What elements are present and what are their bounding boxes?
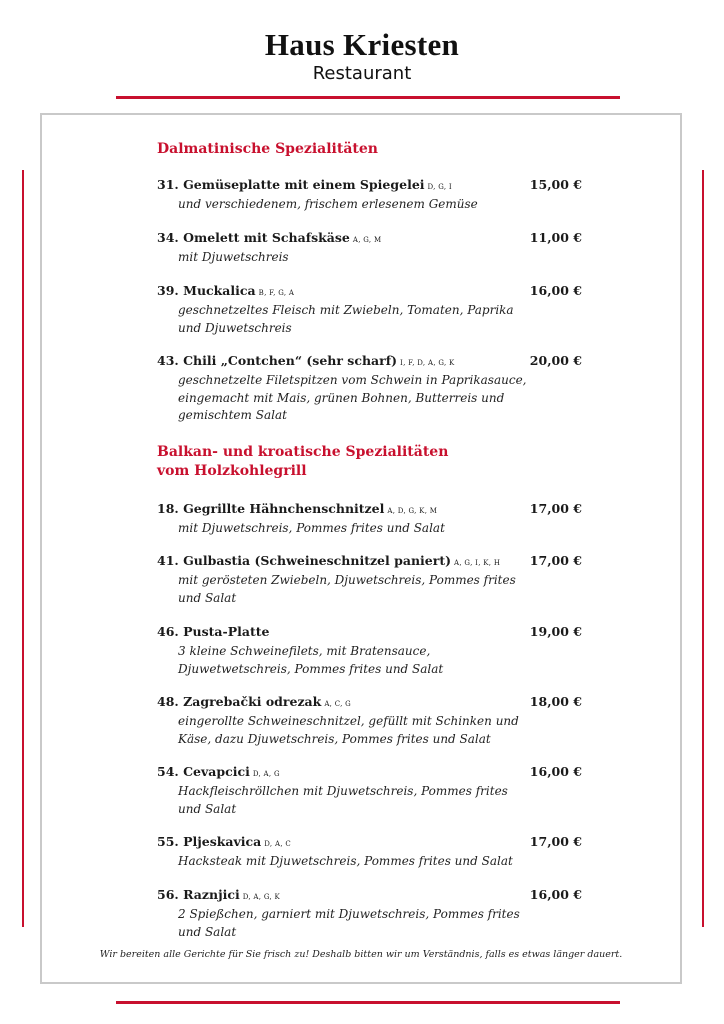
- item-name: Chili „Contchen“ (sehr scharf): [183, 353, 398, 368]
- top-red-rule: [116, 96, 620, 99]
- item-price: 16,00 €: [529, 887, 582, 902]
- item-description: 2 Spießchen, garniert mit Djuwetschreis, Pommes frites und Salat: [178, 907, 520, 939]
- item-name: Cevapcici: [183, 764, 250, 779]
- item-name: Omelett mit Schafskäse: [183, 230, 350, 245]
- item-allergens: D, A, G, K: [242, 893, 281, 901]
- item-allergens: A, G, M: [352, 236, 382, 244]
- item-allergens: D, A, G: [252, 770, 280, 778]
- footer-note: Wir bereiten alle Gerichte für Sie frisch zu! Deshalb bitten wir um Verständnis, falls es etwas länger dauert.: [99, 949, 623, 960]
- section-title-dalmatian: [157, 140, 582, 159]
- menu-item: [157, 282, 582, 337]
- item-price: 20,00 €: [529, 353, 582, 368]
- menu-item: [157, 886, 582, 941]
- item-name: Pljeskavica: [183, 834, 262, 849]
- item-description: geschnetzelte Filetspitzen vom Schwein in Paprikasauce, eingemacht mit Mais, grünen Bohnen, Butterreis und gemischtem Salat: [178, 373, 527, 422]
- item-name-line: 48. Zagrebački odrezak A, C, G: [157, 694, 352, 709]
- right-red-line: [702, 170, 704, 927]
- item-description: 3 kleine Schweinefilets, mit Bratensauce, Djuwetwetschreis, Pommes frites und Salat: [178, 644, 444, 676]
- menu-item: [157, 623, 582, 678]
- item-allergens: B, F, G, A: [258, 289, 295, 297]
- item-allergens: D, G, I: [427, 183, 452, 191]
- item-allergens: D, A, C: [264, 840, 292, 848]
- item-description: mit Djuwetschreis, Pommes frites und Salat: [178, 521, 445, 535]
- menu-item: [157, 763, 582, 818]
- item-price: 18,00 €: [529, 694, 582, 709]
- item-name-line: 55. Pljeskavica D, A, C: [157, 834, 292, 849]
- item-description: Hackfleischröllchen mit Djuwetschreis, Pommes frites und Salat: [178, 784, 508, 816]
- item-name: Muckalica: [183, 283, 256, 298]
- item-allergens: A, C, G: [324, 700, 352, 708]
- left-red-line: [22, 170, 24, 927]
- menu-item: [157, 352, 582, 425]
- item-description: geschnetzeltes Fleisch mit Zwiebeln, Tomaten, Paprika und Djuwetschreis: [178, 303, 514, 335]
- menu-item: [157, 833, 582, 871]
- menu-item: [157, 693, 582, 748]
- item-name-line: 56. Raznjici D, A, G, K: [157, 887, 281, 902]
- section-title: Dalmatinische Spezialitäten: [157, 141, 378, 157]
- restaurant-name: Haus Kriesten: [264, 27, 460, 62]
- item-name-line: 46. Pusta-Platte: [157, 624, 270, 639]
- section-title: Balkan- und kroatische Spezialitäten: [157, 444, 449, 460]
- item-price: 17,00 €: [529, 553, 582, 568]
- item-name-line: 34. Omelett mit Schafskäse A, G, M: [157, 230, 382, 245]
- item-allergens: I, F, D, A, G, K: [400, 359, 455, 367]
- menu-item: [157, 229, 582, 267]
- menu-item: [157, 176, 582, 214]
- item-description: mit gerösteten Zwiebeln, Djuwetschreis, Pommes frites und Salat: [178, 573, 516, 605]
- restaurant-subtitle: Restaurant: [312, 63, 412, 84]
- item-name: Raznjici: [183, 887, 240, 902]
- item-name-line: 31. Gemüseplatte mit einem Spiegelei D, G, I: [157, 177, 452, 192]
- item-name-line: 18. Gegrillte Hähnchenschnitzel A, D, G, K, M: [157, 501, 438, 516]
- item-name-line: 41. Gulbastia (Schweineschnitzel paniert) A, G, I, K, H: [157, 553, 501, 568]
- item-name-line: 43. Chili „Contchen“ (sehr scharf) I, F, D, A, G, K: [157, 353, 455, 368]
- item-description: eingerollte Schweineschnitzel, gefüllt mit Schinken und Käse, dazu Djuwetschreis, Pommes frites und Salat: [178, 714, 519, 746]
- item-price: 17,00 €: [529, 501, 582, 516]
- item-allergens: A, G, I, K, H: [454, 559, 501, 567]
- restaurant-header: [0, 28, 724, 85]
- item-price: 16,00 €: [529, 283, 582, 298]
- item-allergens: A, D, G, K, M: [387, 507, 438, 515]
- section-title-balkan: [157, 443, 582, 481]
- item-price: 19,00 €: [529, 624, 582, 639]
- item-name-line: 54. Cevapcici D, A, G: [157, 764, 280, 779]
- item-name: Pusta-Platte: [183, 624, 270, 639]
- item-name-line: 39. Muckalica B, F, G, A: [157, 283, 295, 298]
- item-price: 17,00 €: [529, 834, 582, 849]
- item-description: und verschiedenem, frischem erlesenem Gemüse: [178, 197, 478, 211]
- item-description: mit Djuwetschreis: [178, 250, 289, 264]
- item-name: Gegrillte Hähnchenschnitzel: [183, 501, 385, 516]
- menu-item: [157, 500, 582, 538]
- item-price: 11,00 €: [529, 230, 582, 245]
- item-name: Zagrebački odrezak: [183, 694, 322, 709]
- section-title-line2: vom Holzkohlegrill: [157, 463, 307, 479]
- menu-item: [157, 552, 582, 607]
- item-price: 15,00 €: [529, 177, 582, 192]
- bottom-red-rule: [116, 1001, 620, 1004]
- item-name: Gulbastia (Schweineschnitzel paniert): [183, 553, 452, 568]
- item-name: Gemüseplatte mit einem Spiegelei: [183, 177, 425, 192]
- item-price: 16,00 €: [529, 764, 582, 779]
- item-description: Hacksteak mit Djuwetschreis, Pommes frites und Salat: [178, 854, 513, 868]
